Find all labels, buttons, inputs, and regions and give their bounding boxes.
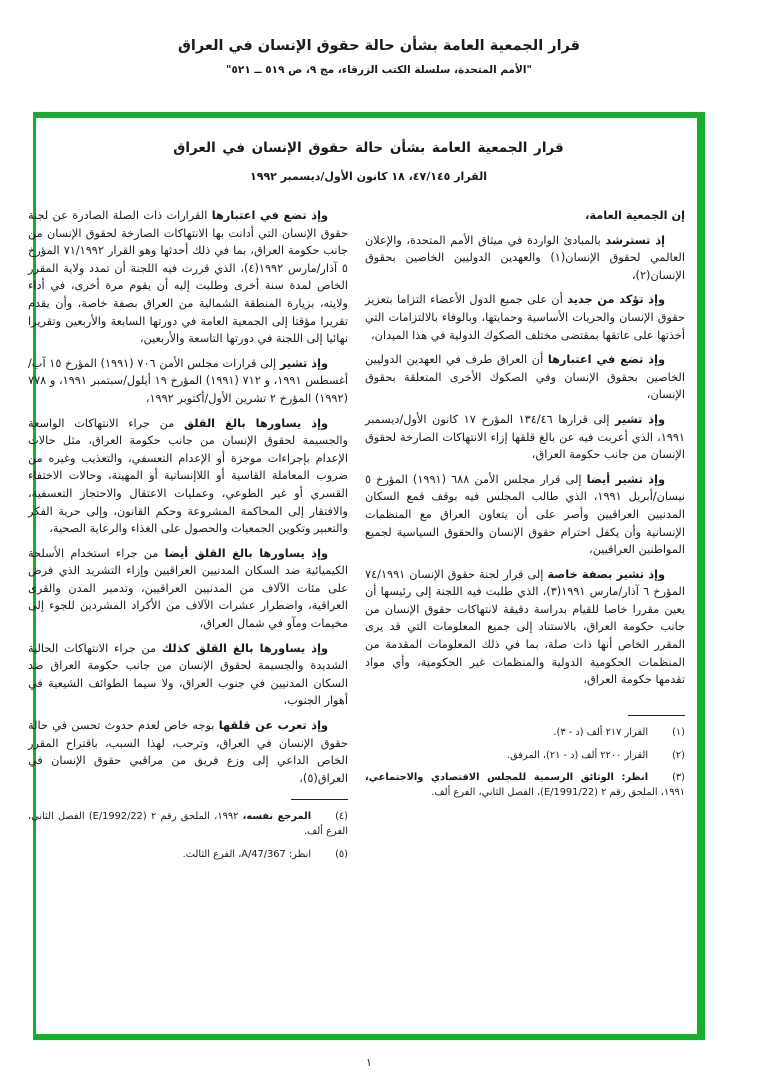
footnote-text: القرار ٢٢٠٠ ألف (د - ٢١)، المرفق. bbox=[506, 749, 649, 761]
footnote-text: ١٩٩١، الملحق رقم ٢ (E/1991/22)، الفصل الثاني، الفرع ألف. bbox=[431, 787, 685, 799]
resolution-content bbox=[28, 118, 697, 871]
footnote bbox=[28, 848, 348, 863]
paragraph-lead: وإذ تشير bbox=[279, 356, 328, 370]
footnote bbox=[365, 726, 685, 741]
footnotes-left bbox=[28, 810, 348, 862]
right-column bbox=[365, 207, 685, 871]
paragraph bbox=[365, 471, 685, 559]
paragraph-text: من جراء الانتهاكات الواسعة والجسيمة لحقوق الإنسان من جانب حكومة العراق، مثل حالات الإعدام بإجراءات موجزة أو الإعدام التعسفي، والتعذيب وغيره من ضروب المعاملة القاسية أو اللاإنسانية أو المهينة، وحالات الاختفاء القسري أو غير الطوعي، وعمليات الاعتقال والاحتجاز التعسفية، والافتقار إلى المحاكمة المشروعة وحكم القانون، وإلى حرية الفكر والتعبير وتكوين الجمعيات والحصول على الغذاء والرعاية الصحية، bbox=[28, 416, 348, 536]
footnote-text: القرار ٢١٧ ألف (د - ٣). bbox=[553, 726, 649, 738]
paragraph-lead: وإذ تؤكد من جديد bbox=[567, 293, 665, 307]
paragraph-lead: وإذ تشير بصفة خاصة bbox=[547, 567, 666, 581]
paragraph-text: إلى قرارها ١٣٤/٤٦ المؤرخ ١٧ كانون الأول/ديسمبر ١٩٩١، الذي أعربت فيه عن بالغ قلقها إزاء الانتهاكات الصارخة لحقوق الإنسان من جانب حكومة العراق، bbox=[365, 412, 685, 462]
footnote-text: ١٩٩٢، الملحق رقم ٢ (E/1992/22) الفصل الثاني، الفرع ألف. bbox=[28, 811, 348, 838]
paragraph-text: القرارات ذات الصلة الصادرة عن لجنة حقوق الإنسان التي أدانت بها الانتهاكات الصارخة لحقوق الإنسان من جانب حكومة العراق، بما في ذلك أحدثها وهو القرار ٧١/١٩٩٢ المؤرخ ٥ آذار/مارس ١٩٩٢(٤)، الذي قررت فيه اللجنة أن تمدد ولاية المقرر الخاص لمدة سنة أخرى وطلبت إليه أن يقوم مرة أخرى، في أداء ولايته، بزيارة المنطقة الشمالية من العراق بصفة خاصة، وأن يقدم تقريرا مؤقتا إلى الجمعية العامة في دورتها السابعة والأربعين وتقريرا نهائيا إلى اللجنة في دورتها التاسعة والأربعين، bbox=[28, 209, 348, 346]
paragraph-lead: وإذ تعرب عن قلقها bbox=[218, 719, 328, 733]
footnote-marker: (١) bbox=[672, 726, 685, 738]
paragraph-lead: وإذ تشير bbox=[615, 412, 665, 426]
paragraph bbox=[365, 232, 685, 285]
paragraph-text: أن العراق طرف في العهدين الدوليين الخاصين بحقوق الإنسان وفي الصكوك الأخرى المتعلقة بحقوق الإنسان، bbox=[365, 353, 685, 402]
paragraph bbox=[28, 415, 348, 538]
footnote-marker: (٢) bbox=[672, 749, 685, 761]
paragraph bbox=[28, 717, 348, 787]
paragraph bbox=[28, 545, 348, 633]
footnote bbox=[365, 771, 685, 801]
footnotes-right bbox=[365, 726, 685, 801]
footnote-marker: (٥) bbox=[335, 849, 348, 860]
footnote bbox=[365, 749, 685, 764]
paragraph-text: من جراء استخدام الأسلحة الكيميائية ضد السكان المدنيين العراقيين وإزاء التشريد الذي فرض على مئات الآلاف من المدنيين العراقيين، وتدمير المدن والقرى العراقية، واضطرار عشرات الآلاف من الأكراد المشردين للجوء إلى مخيمات ومآو في شمال العراق، bbox=[28, 546, 348, 631]
page-number: ١ bbox=[366, 1056, 372, 1069]
footnote-separator bbox=[291, 799, 348, 800]
paragraph-text: بوجه خاص لعدم حدوث تحسن في حالة حقوق الإنسان في العراق، وترحب، لهذا السبب، باقتراح المقرر الخاص الداعي إلى وزع فريق من مراقبي حقوق الإنسان في العراق(٥)، bbox=[28, 719, 348, 785]
paragraph-text: إلى قرار لجنة حقوق الإنسان ٧٤/١٩٩١ المؤرخ ٦ آذار/مارس ١٩٩١(٣)، الذي طلبت فيه اللجنة إلى رئيسها أن يعين مقررا خاصا للقيام بدراسة دقيقة لانتهاكات حقوق الإنسان من جانب حكومة العراق، بالاستناد إلى جميع المعلومات التي قد يرى المقرر الخاص أنها ذات صلة، بما في ذلك المعلومات المقدمة من المنظمات الحكومية الدولية والمنظمات غير الحكومية، وأي مواد تقدمها حكومة العراق، bbox=[365, 567, 686, 687]
paragraph bbox=[365, 207, 685, 225]
paragraph-text: إلى قرارات مجلس الأمن ٧٠٦ (١٩٩١) المؤرخ ١٥ آب/أغسطس ١٩٩١، و ٧١٢ (١٩٩١) المؤرخ ١٩ أيلول/سبتمبر ١٩٩١، و ٧٧٨ (١٩٩٢) المؤرخ ٢ تشرين الأول/أكتوبر ١٩٩٢، bbox=[28, 356, 348, 405]
footnote-text: انظر: A/47/367، الفرع الثالث. bbox=[182, 849, 312, 860]
paragraph bbox=[365, 566, 685, 689]
paragraph bbox=[28, 355, 348, 408]
paragraph-text: من جراء الانتهاكات الحالية الشديدة والجسيمة لحقوق الإنسان من جانب حكومة العراق ضد السكان المدنيين في جنوب العراق، ولا سيما الطوائف الشيعية في أهوار الجنوب، bbox=[28, 641, 348, 708]
document-header bbox=[0, 36, 758, 76]
paragraph-lead: وإذ تضع في اعتبارها bbox=[547, 353, 665, 367]
resolution-title: قرار الجمعية العامة بشأن حالة حقوق الإنسان في العراق bbox=[173, 140, 564, 156]
paragraph-lead: وإذ تشير أيضا bbox=[586, 472, 665, 486]
paragraph-lead: إن الجمعية العامة، bbox=[585, 209, 685, 222]
page-title: قرار الجمعية العامة بشأن حالة حقوق الإنسان في العراق bbox=[177, 38, 581, 54]
paragraph bbox=[365, 291, 685, 344]
paragraph-lead: إذ تسترشد bbox=[605, 233, 665, 247]
paragraph bbox=[28, 640, 348, 710]
paragraph bbox=[365, 351, 685, 404]
paragraph-text: بالمبادئ الواردة في ميثاق الأمم المتحدة، والإعلان العالمي لحقوق الإنسان(١) والعهدين الدوليين الخاصين بحقوق الإنسان(٢)، bbox=[365, 233, 685, 282]
footnote-lead: انظر: الوثائق الرسمية للمجلس الاقتصادي والاجتماعي، bbox=[365, 772, 649, 784]
footnote-separator bbox=[628, 715, 685, 716]
source-citation: "الأمم المتحدة، سلسلة الكتب الزرقاء، مج ٩، ص ٥١٩ ــ ٥٢١" bbox=[226, 64, 532, 76]
footnote bbox=[28, 810, 348, 840]
paragraph-text: أن على جميع الدول الأعضاء التزاما بتعزيز حقوق الإنسان والحريات الأساسية وحمايتها، وبالوفاء بالالتزامات التي أخذتها على عاتقها بمقتضى مختلف الصكوك الدولية في هذا الميدان، bbox=[365, 293, 685, 342]
footnote-marker: (٤) bbox=[335, 811, 348, 823]
paragraph-lead: وإذ يساورها بالغ القلق أيضا bbox=[164, 546, 328, 560]
resolution-box bbox=[28, 112, 705, 1040]
paragraph-text: إلى قرار مجلس الأمن ٦٨٨ (١٩٩١) المؤرخ ٥ نيسان/أبريل ١٩٩١، الذي طالب المجلس فيه بوقف قمع السكان المدنيين العراقيين وأصر على أن يتعاون العراق مع المنظمات الإنسانية وأن يكفل احترام حقوق الإنسان والحقوق السياسية لجميع المواطنين العراقيين، bbox=[365, 472, 686, 557]
paragraph-lead: وإذ تضع في اعتبارها bbox=[211, 209, 328, 222]
paragraph bbox=[28, 207, 348, 348]
paragraph-lead: وإذ يساورها بالغ القلق bbox=[184, 416, 328, 430]
paragraph-lead: وإذ يساورها بالغ القلق كذلك bbox=[161, 641, 328, 655]
paragraph bbox=[365, 411, 685, 464]
footnote-lead: المرجع نفسه، bbox=[242, 811, 312, 823]
two-column-body bbox=[28, 207, 686, 871]
resolution-number-date: القرار ٤٧/١٤٥، ١٨ كانون الأول/ديسمبر ١٩٩٢ bbox=[250, 170, 487, 183]
footnote-marker: (٣) bbox=[672, 772, 685, 784]
left-column bbox=[28, 207, 348, 871]
